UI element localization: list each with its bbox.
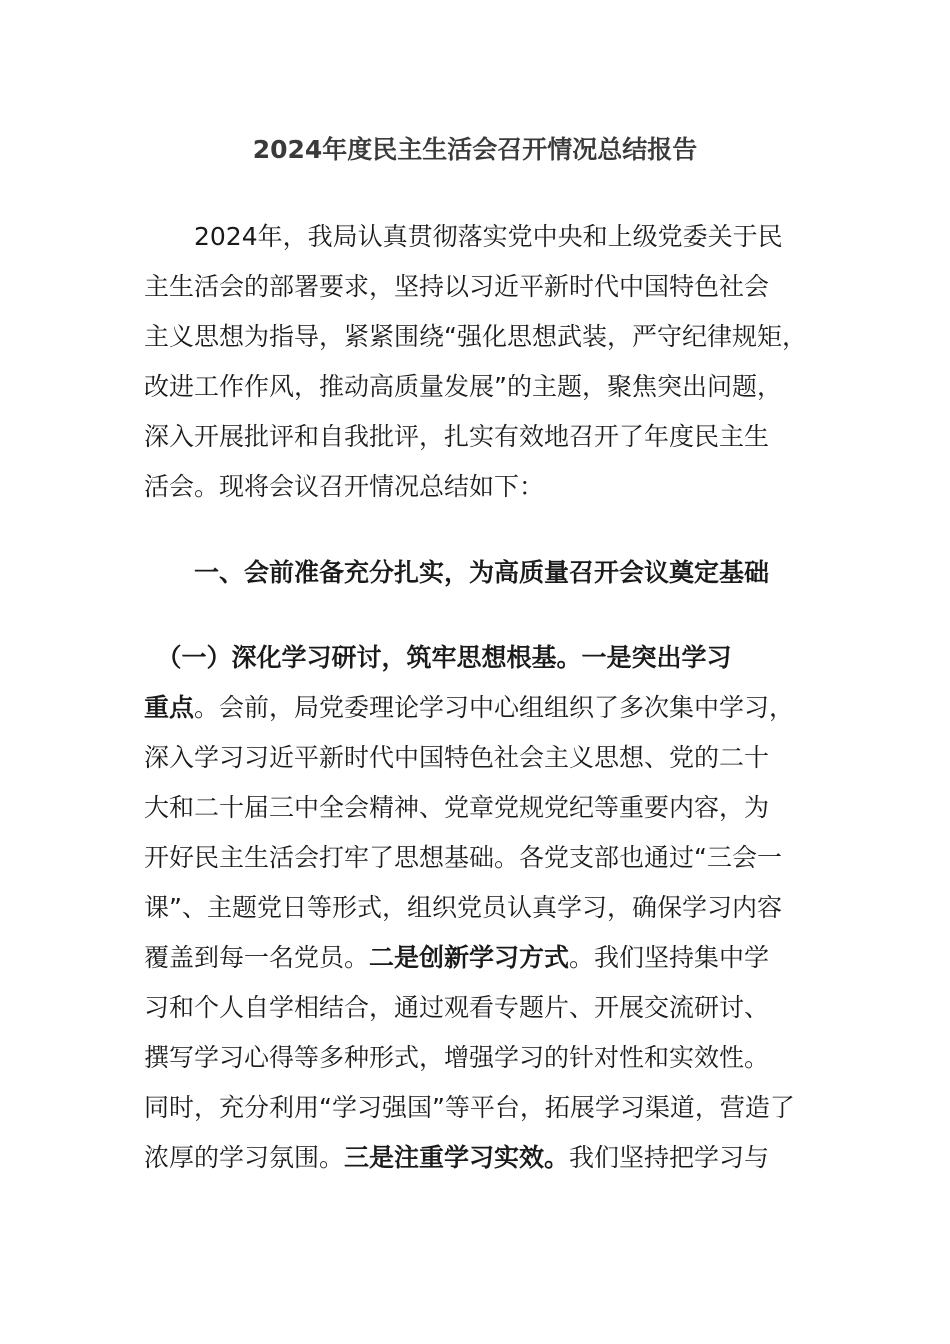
paragraph-line: 习和个人自学相结合，通过观看专题片、开展交流研讨、 [144,993,770,1022]
paragraph-text: 。会前，局党委理论学习中心组组织了多次集中学习， [194,693,795,722]
paragraph-line [144,938,769,978]
paragraph-text: 覆盖到每一名党员。 [144,943,370,972]
intro-line: 改进工作作风，推动高质量发展”的主题，聚焦突出问题， [144,372,782,401]
paragraph-line: 撰写学习心得等多种形式，增强学习的针对性和实效性。 [144,1043,770,1072]
paragraph-text: 。我们坚持集中学 [569,943,770,972]
page-title: 2024年度民主生活会召开情况总结报告 [252,135,698,164]
subsection-heading: （一）深化学习研讨，筑牢思想根基。一是突出学习 [144,643,732,672]
paragraph-line [144,1138,769,1178]
section-heading: 一、会前准备充分扎实，为高质量召开会议奠定基础 [144,558,770,587]
paragraph-text: 我们坚持把学习与 [569,1143,770,1172]
intro-line: 活会。现将会议召开情况总结如下： [144,472,545,501]
intro-line: 2024年，我局认真贯彻落实党中央和上级党委关于民 [144,222,783,251]
intro-line: 主义思想为指导，紧紧围绕“强化思想武装，严守纪律规矩， [144,322,807,351]
paragraph-text: 浓厚的学习氛围。 [144,1143,345,1172]
paragraph-line: 课”、主题党日等形式，组织党员认真学习，确保学习内容 [144,893,782,922]
intro-line: 深入开展批评和自我批评，扎实有效地召开了年度民主生 [144,422,770,451]
bold-phrase: 重点 [144,693,195,722]
paragraph-line: 深入学习习近平新时代中国特色社会主义思想、党的二十 [144,743,770,772]
paragraph-line: 开好民主生活会打牢了思想基础。各党支部也通过“三会一 [144,843,782,872]
paragraph-line: 同时，充分利用“学习强国”等平台，拓展学习渠道，营造了 [144,1093,795,1122]
paragraph-line: 大和二十届三中全会精神、党章党规党纪等重要内容，为 [144,793,770,822]
bold-phrase: 二是创新学习方式 [369,943,570,972]
bold-phrase: 三是注重学习实效。 [344,1143,570,1172]
paragraph-line [144,688,794,728]
intro-line: 主生活会的部署要求，坚持以习近平新时代中国特色社会 [144,272,770,301]
